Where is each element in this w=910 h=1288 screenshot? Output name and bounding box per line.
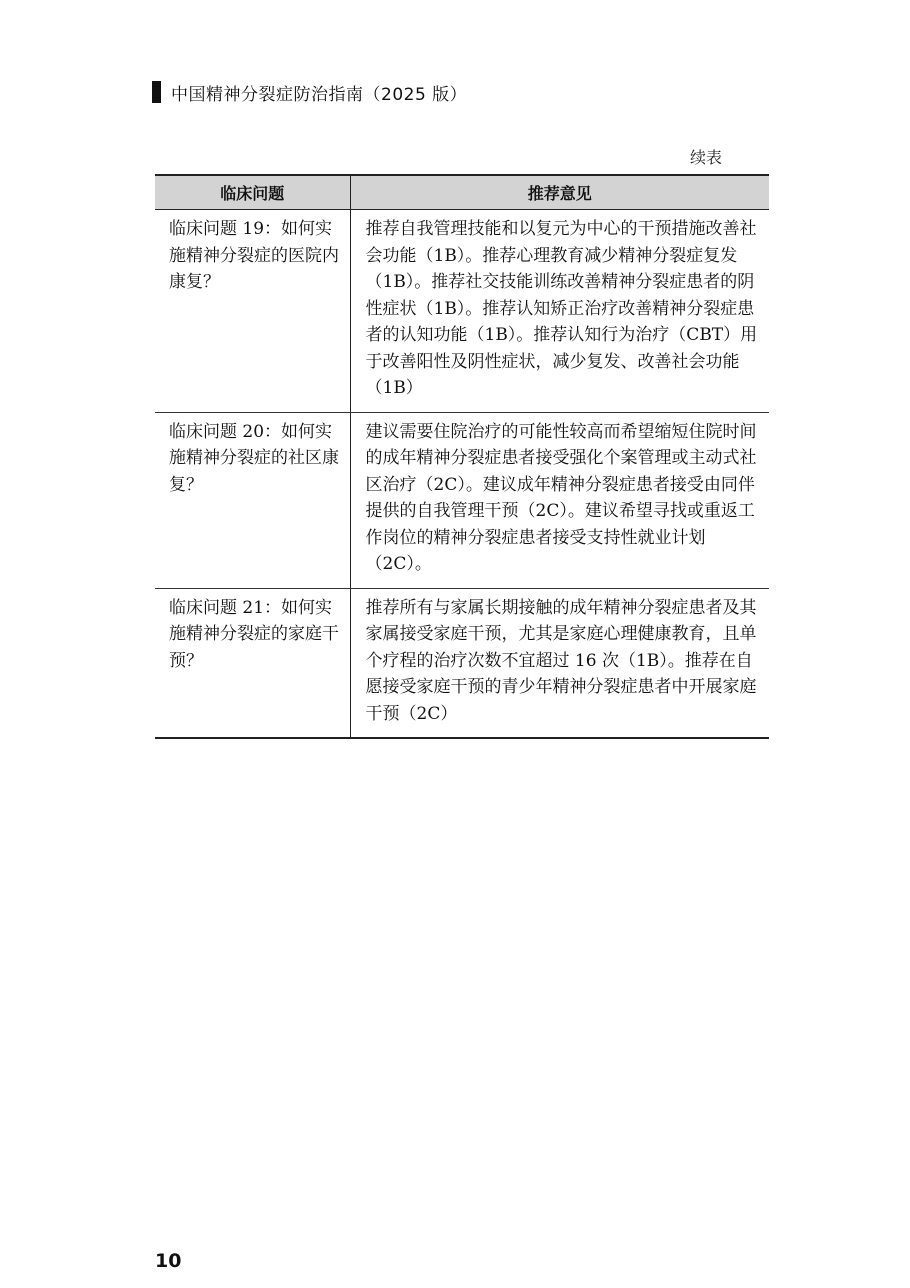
table-row — [155, 210, 769, 413]
header-marker-bar — [152, 81, 161, 103]
table-header-row — [155, 175, 769, 210]
clinical-question-cell: 临床问题 21：如何实施精神分裂症的家庭干预？ — [155, 588, 350, 738]
column-header-question: 临床问题 — [155, 175, 350, 210]
table-row — [155, 412, 769, 588]
column-header-recommendation: 推荐意见 — [350, 175, 769, 210]
recommendation-table — [155, 174, 769, 739]
page-number: 10 — [155, 1250, 182, 1272]
book-title: 中国精神分裂症防治指南（2025 版） — [171, 84, 468, 105]
clinical-question-cell: 临床问题 19：如何实施精神分裂症的医院内康复？ — [155, 210, 350, 413]
clinical-question-cell: 临床问题 20：如何实施精神分裂症的社区康复？ — [155, 412, 350, 588]
recommendation-cell: 推荐所有与家属长期接触的成年精神分裂症患者及其家属接受家庭干预，尤其是家庭心理健康教育，且单个疗程的治疗次数不宜超过 16 次（1B）。推荐在自愿接受家庭干预的青少年精神分裂症患者中开展家庭干预（2C） — [350, 588, 769, 738]
running-header — [152, 80, 467, 104]
table-row — [155, 588, 769, 738]
recommendation-cell: 建议需要住院治疗的可能性较高而希望缩短住院时间的成年精神分裂症患者接受强化个案管理或主动式社区治疗（2C）。建议成年精神分裂症患者接受由同伴提供的自我管理干预（2C）。建议希望寻找或重返工作岗位的精神分裂症患者接受支持性就业计划（2C）。 — [350, 412, 769, 588]
recommendation-cell: 推荐自我管理技能和以复元为中心的干预措施改善社会功能（1B）。推荐心理教育减少精神分裂症复发（1B）。推荐社交技能训练改善精神分裂症患者的阴性症状（1B）。推荐认知矫正治疗改善精神分裂症患者的认知功能（1B）。推荐认知行为治疗（CBT）用于改善阳性及阴性症状，减少复发、改善社会功能（1B） — [350, 210, 769, 413]
continued-label: 续表 — [690, 148, 723, 167]
